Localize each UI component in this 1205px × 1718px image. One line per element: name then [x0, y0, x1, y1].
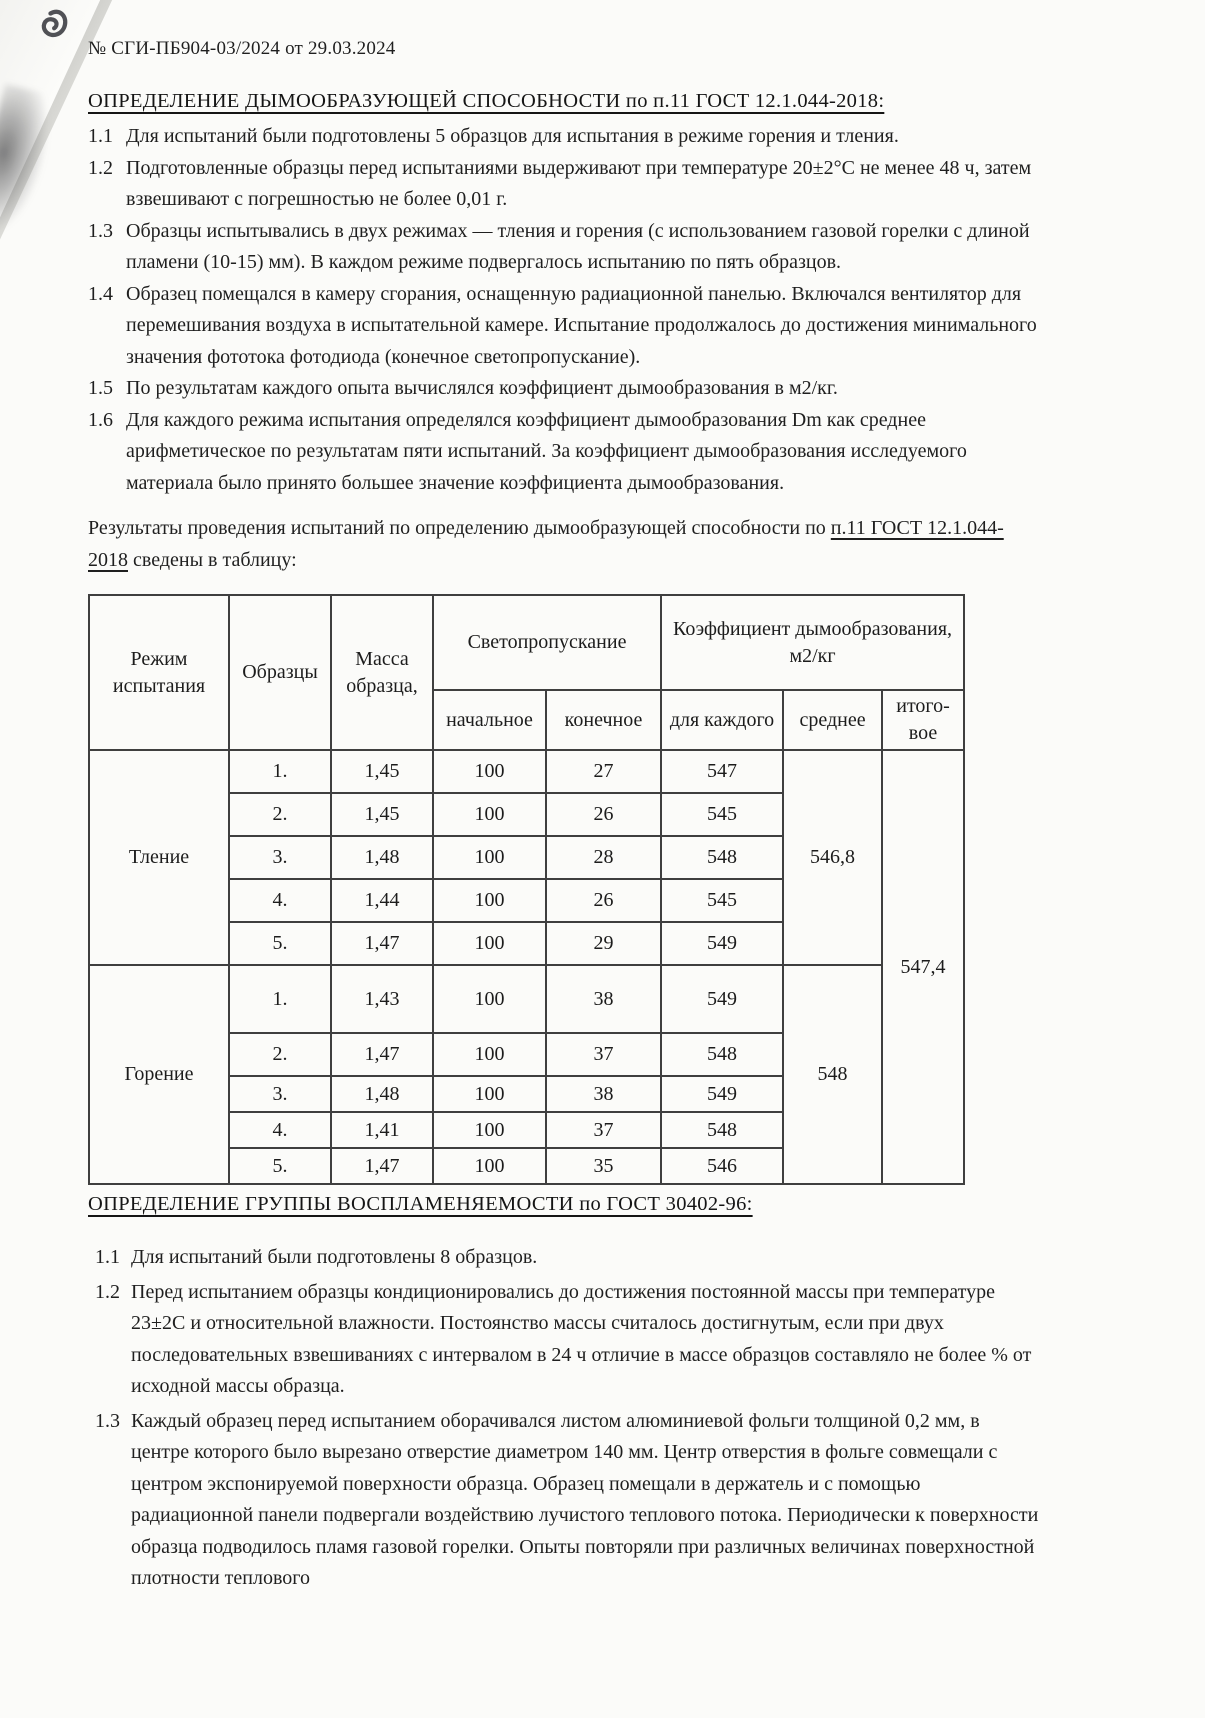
list-item-number: 1.1	[88, 125, 113, 147]
list-item-text: Образец помещался в камеру сгорания, оснащенную радиационной панелью. Включался вентилятор для перемешивания воздуха в испытательной камере. Испытание продолжалось до достижения минимального значения фототока фотодиода (конечное светопропускание).	[126, 282, 1037, 368]
sample-number: 1.	[229, 965, 331, 1033]
header-smoke-coefficient: Коэффициент дымообразования, м2/кг	[661, 595, 964, 690]
list-item-number: 1.4	[88, 282, 113, 305]
coefficient-each: 549	[661, 922, 783, 965]
sample-mass: 1,48	[331, 1076, 433, 1112]
sample-mass: 1,48	[331, 836, 433, 879]
final-transmission: 26	[546, 879, 661, 922]
initial-transmission: 100	[433, 750, 546, 793]
initial-transmission: 100	[433, 922, 546, 965]
final-transmission: 28	[546, 836, 661, 879]
sample-number: 3.	[229, 836, 331, 879]
header-final: конечное	[546, 690, 661, 750]
sample-mass: 1,47	[331, 1033, 433, 1076]
list-item-number: 1.2	[95, 1280, 120, 1303]
list-item	[88, 153, 1040, 216]
list-item-number: 1.3	[95, 1409, 120, 1432]
sample-mass: 1,47	[331, 1148, 433, 1184]
sample-number: 1.	[229, 750, 331, 793]
header-average: среднее	[783, 690, 882, 750]
list-item	[95, 1406, 1040, 1595]
list-item	[95, 1242, 1040, 1274]
list-item-number: 1.5	[88, 377, 113, 399]
results-intro-gost-reference: п.11 ГОСТ 12.1.044-2018	[88, 517, 1004, 571]
sample-mass: 1,45	[331, 750, 433, 793]
coefficient-each: 548	[661, 1112, 783, 1148]
smoke-test-results-table	[88, 594, 965, 1185]
sample-number: 3.	[229, 1076, 331, 1112]
final-transmission: 35	[546, 1148, 661, 1184]
list-item-text: По результатам каждого опыта вычислялся коэффициент дымообразования в м2/кг.	[126, 377, 838, 399]
header-initial: начальное	[433, 690, 546, 750]
results-intro-text: Результаты проведения испытаний по определению дымообразующей способности по	[88, 517, 831, 539]
list-item-number: 1.1	[95, 1246, 120, 1268]
header-regime: Режим испытания	[89, 595, 229, 750]
header-samples: Образцы	[229, 595, 331, 750]
list-item-number: 1.6	[88, 408, 113, 431]
list-item-text: Образцы испытывались в двух режимах — тления и горения (с использованием газовой горелки с длиной пламени (10-15) мм). В каждом режиме подвергалось испытанию по пять образцов.	[126, 219, 1030, 273]
coefficient-each: 549	[661, 965, 783, 1033]
page-curl-fold-stain	[0, 83, 59, 242]
sample-number: 5.	[229, 922, 331, 965]
initial-transmission: 100	[433, 965, 546, 1033]
sample-mass: 1,47	[331, 922, 433, 965]
list-item-number: 1.2	[88, 156, 113, 179]
list-item	[95, 1277, 1040, 1403]
sample-mass: 1,41	[331, 1112, 433, 1148]
header-light-transmission: Светопропускание	[433, 595, 661, 690]
list-item	[88, 121, 1040, 153]
initial-transmission: 100	[433, 836, 546, 879]
document-reference-number: № СГИ-ПБ904-03/2024 от 29.03.2024	[88, 38, 396, 59]
initial-transmission: 100	[433, 793, 546, 836]
initial-transmission: 100	[433, 879, 546, 922]
list-item-text: Подготовленные образцы перед испытаниями выдерживают при температуре 20±2°С не менее 48 ч, затем взвешивают с погрешностью не более 0,01 г.	[126, 156, 1032, 210]
table-row	[89, 965, 964, 1033]
mode-label: Тление	[89, 750, 229, 965]
sample-number: 5.	[229, 1148, 331, 1184]
sample-mass: 1,43	[331, 965, 433, 1033]
coefficient-average: 546,8	[783, 750, 882, 965]
sample-number: 2.	[229, 793, 331, 836]
list-item-text: Для испытаний были подготовлены 8 образцов.	[131, 1246, 538, 1268]
coefficient-each: 548	[661, 836, 783, 879]
header-total: итого-вое	[882, 690, 964, 750]
coefficient-each: 547	[661, 750, 783, 793]
final-transmission: 26	[546, 793, 661, 836]
final-transmission: 29	[546, 922, 661, 965]
list-item-number: 1.3	[88, 219, 113, 242]
final-transmission: 37	[546, 1112, 661, 1148]
section1-title: ОПРЕДЕЛЕНИЕ ДЫМООБРАЗУЮЩЕЙ СПОСОБНОСТИ по п.11 ГОСТ 12.1.044-2018:	[88, 90, 885, 112]
coefficient-each: 545	[661, 879, 783, 922]
final-transmission: 37	[546, 1033, 661, 1076]
sample-number: 2.	[229, 1033, 331, 1076]
sample-mass: 1,44	[331, 879, 433, 922]
results-intro-tail: сведены в таблицу:	[128, 548, 297, 571]
list-item-text: Для каждого режима испытания определялся коэффициент дымообразования Dm как среднее арифметическое по результатам пяти испытаний. За коэффициент дымообразования исследуемого материала было принято большее значение коэффициента дымообразования.	[126, 408, 967, 494]
final-transmission: 38	[546, 965, 661, 1033]
mode-label: Горение	[89, 965, 229, 1184]
section2-list	[95, 1242, 1040, 1595]
list-item	[88, 216, 1040, 279]
initial-transmission: 100	[433, 1112, 546, 1148]
final-transmission: 27	[546, 750, 661, 793]
list-item	[88, 373, 1040, 405]
initial-transmission: 100	[433, 1076, 546, 1112]
coefficient-grand-total: 547,4	[882, 750, 964, 1184]
coefficient-each: 546	[661, 1148, 783, 1184]
coefficient-each: 549	[661, 1076, 783, 1112]
section2-title: ОПРЕДЕЛЕНИЕ ГРУППЫ ВОСПЛАМЕНЯЕМОСТИ по ГОСТ 30402-96:	[88, 1193, 753, 1215]
list-item-text: Для испытаний были подготовлены 5 образцов для испытания в режиме горения и тления.	[126, 125, 899, 147]
list-item-text: Перед испытанием образцы кондиционировались до достижения постоянной массы при температуре 23±2С и относительной влажности. Постоянство массы считалось достигнутым, если при двух последовательных взвешиваниях с интервалом в 24 ч отличие в массе образцов составляло не более % от исходной массы образца.	[131, 1280, 1032, 1397]
coefficient-each: 545	[661, 793, 783, 836]
coefficient-each: 548	[661, 1033, 783, 1076]
coefficient-average: 548	[783, 965, 882, 1184]
header-for-each: для каждого	[661, 690, 783, 750]
sample-mass: 1,45	[331, 793, 433, 836]
header-sample-mass: Масса образца,	[331, 595, 433, 750]
list-item	[88, 405, 1040, 500]
initial-transmission: 100	[433, 1148, 546, 1184]
list-item-text: Каждый образец перед испытанием оборачивался листом алюминиевой фольги толщиной 0,2 мм, в центре которого было вырезано отверстие диаметром 140 мм. Центр отверстия в фольге совмещали с центром экспонируемой поверхности образца. Образец помещали в держатель и с помощью радиационной панели подвергали воздействию лучистого теплового потока. Периодически к поверхности образца подводилось пламя газовой горелки. Опыты повторяли при различных величинах поверхностной плотности теплового	[131, 1409, 1039, 1589]
sample-number: 4.	[229, 879, 331, 922]
final-transmission: 38	[546, 1076, 661, 1112]
table-row	[89, 750, 964, 793]
sample-number: 4.	[229, 1112, 331, 1148]
initial-transmission: 100	[433, 1033, 546, 1076]
section1-list	[88, 121, 1040, 499]
results-intro-paragraph	[88, 513, 1040, 576]
list-item	[88, 279, 1040, 374]
document-content	[88, 0, 1040, 1595]
